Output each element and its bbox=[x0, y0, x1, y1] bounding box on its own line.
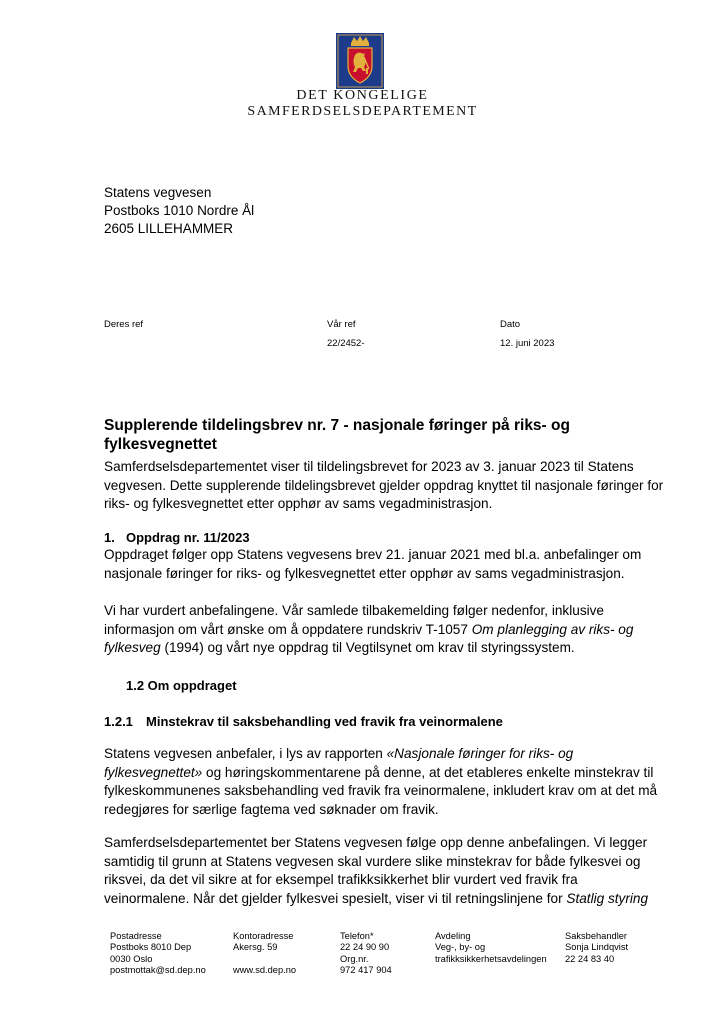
section-1-paragraph-1: Oppdraget følger opp Statens vegvesens brev 21. januar 2021 med bl.a. anbefalinger om nasjonale føringer for riks- og fylkesvegnettet etter opphør av sams vegadministrasjon. bbox=[104, 547, 642, 581]
section-1-2-1-p1-text-a: Statens vegvesen anbefaler, i lys av rapporten bbox=[104, 746, 387, 761]
section-1-p2-text-b: (1994) og vårt nye oppdrag til Vegtilsynet om krav til styringssystem. bbox=[160, 640, 575, 655]
section-1-title: Oppdrag nr. 11/2023 bbox=[126, 530, 250, 545]
var-ref-value: 22/2452- bbox=[327, 338, 365, 349]
section-1-2-1-paragraph-1 bbox=[104, 745, 664, 819]
footer-avdeling-line2: trafikksikkerhetsavdelingen bbox=[435, 953, 547, 964]
footer-email[interactable]: postmottak@sd.dep.no bbox=[110, 964, 206, 975]
recipient-name: Statens vegvesen bbox=[104, 185, 212, 200]
dato-label: Dato bbox=[500, 319, 521, 330]
section-1-paragraph-2 bbox=[104, 602, 664, 658]
footer-kontoradresse-label: Kontoradresse bbox=[233, 931, 294, 941]
footer-telefon-value: 22 24 90 90 bbox=[340, 942, 390, 953]
section-1-2-1-title: Minstekrav til saksbehandling ved fravik fra veinormalene bbox=[146, 714, 503, 729]
section-1-p2-text-a: Vi har vurdert anbefalingene. Vår samlede tilbakemelding følger nedenfor, inklusive informasjon om vårt ønske om å oppdatere rundskriv T-1057 bbox=[104, 603, 604, 637]
letter-title: Supplerende tildelingsbrev nr. 7 - nasjonale føringer på riks- og fylkesvegnettet bbox=[104, 417, 570, 453]
section-1-2-1-paragraph-2 bbox=[104, 834, 664, 908]
footer-saksbehandler-label: Saksbehandler bbox=[565, 931, 628, 941]
section-1-2-1-p1-text-b: og høringskommentarene på denne, at det etableres enkelte minstekrav til fylkeskommunenes saksbehandling ved fravik fra veinormalene, inkludert krav om at det må redegjøres for særlige fagtema ved søknader om fravik. bbox=[104, 764, 658, 817]
footer-avdeling-line1: Veg-, by- og bbox=[435, 942, 486, 953]
footer-kontoradresse bbox=[233, 931, 296, 976]
footer-kontoradresse-line1: Akersg. 59 bbox=[233, 942, 278, 953]
footer-telefon-label: Telefon* bbox=[340, 931, 374, 941]
logo-line-1: DET KONGELIGE bbox=[296, 88, 429, 103]
section-1-2-title: 1.2 Om oppdraget bbox=[126, 678, 237, 693]
section-1-2-1-p2-italic: Statlig styring bbox=[566, 890, 649, 906]
section-1-number: 1. bbox=[104, 530, 115, 545]
footer-saksbehandler bbox=[565, 931, 628, 965]
royal-coat-of-arms-icon bbox=[336, 33, 384, 89]
footer-avdeling-label: Avdeling bbox=[435, 931, 471, 941]
footer-postadresse-line1: Postboks 8010 Dep bbox=[110, 942, 192, 953]
section-1-2-1-p2-text-a: Samferdselsdepartementet ber Statens vegvesen følge opp denne anbefalingen. Vi legger samtidig til grunn at Statens vegvesen skal vurdere slike minstekrav for både fylkesvei og riksvei, da det vil sikre at for eksempel trafikksikkerhet blir vurdert ved fravik fra veinormalene. Når det gjelder fylkesvei spesielt, viser vi til retningslinjene for bbox=[104, 835, 648, 906]
recipient-postbox: Postboks 1010 Nordre Ål bbox=[104, 203, 255, 218]
logo-line-2: SAMFERDSELSDEPARTEMENT bbox=[247, 104, 478, 119]
footer-postadresse-label: Postadresse bbox=[110, 931, 162, 941]
section-1-2-1-p1-italic: «Nasjonale føringer for riks- og fylkesvegnettet» bbox=[104, 746, 574, 780]
footer-saksbehandler-phone: 22 24 83 40 bbox=[565, 953, 615, 964]
footer-postadresse bbox=[110, 931, 206, 976]
footer-avdeling bbox=[435, 931, 547, 965]
footer-postadresse-line2: 0030 Oslo bbox=[110, 953, 153, 964]
footer-website[interactable]: www.sd.dep.no bbox=[233, 964, 297, 975]
deres-ref-label: Deres ref bbox=[104, 319, 144, 330]
footer-saksbehandler-name: Sonja Lindqvist bbox=[565, 942, 629, 953]
section-1-p2-italic: Om planlegging av riks- og fylkesveg bbox=[104, 621, 634, 655]
dato-value: 12. juni 2023 bbox=[500, 338, 555, 349]
section-1-2-1-number: 1.2.1 bbox=[104, 714, 133, 729]
intro-paragraph: Samferdselsdepartementet viser til tildelingsbrevet for 2023 av 3. januar 2023 til Statens vegvesen. Dette supplerende tildelingsbrevet gjelder oppdrag knyttet til nasjonale føringer for riks- og fylkesvegnettet etter opphør av sams vegadministrasjon. bbox=[104, 459, 664, 511]
var-ref-label: Vår ref bbox=[327, 319, 356, 330]
footer-orgnr-value: 972 417 904 bbox=[340, 964, 392, 975]
footer-telefon bbox=[340, 931, 392, 976]
footer-orgnr-label: Org.nr. bbox=[340, 953, 369, 964]
recipient-city: 2605 LILLEHAMMER bbox=[104, 221, 234, 236]
